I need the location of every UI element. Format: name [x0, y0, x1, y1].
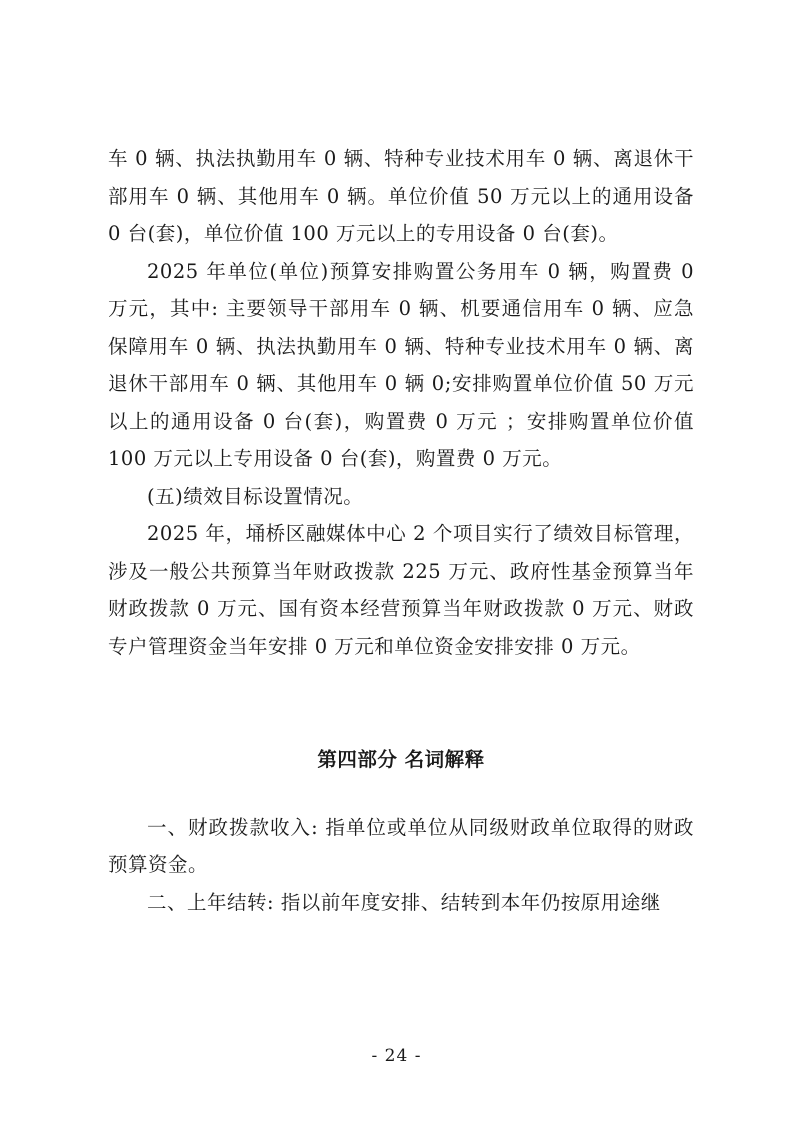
- section-title: 第四部分 名词解释: [317, 748, 485, 771]
- page-number: - 24 -: [371, 1046, 422, 1066]
- paragraph-purchase-budget-2025: 2025 年单位(单位)预算安排购置公务用车 0 辆，购置费 0 万元，其中: 主要领导干部用车 0 辆、机要通信用车 0 辆、应急保障用车 0 辆、执法执勤用车 0 辆、特种专业技术用车 0 辆、离退休干部用车 0 辆、其他用车 0 辆 0;安排购置单位价值 50 万元以上的通用设备 0 台(套)，购置费 0 万元 ；安排购置单位价值 100 万元以上专用设备 0 台(套)，购置费 0 万元。: [108, 259, 694, 470]
- paragraph-performance-heading: (五)绩效目标设置情况。: [147, 484, 364, 508]
- paragraph-term-prior-year-carryover: 二、上年结转: 指以前年度安排、结转到本年仍按原用途继: [147, 890, 661, 914]
- document-page: [108, 140, 694, 921]
- paragraph-vehicle-continuation: 车 0 辆、执法执勤用车 0 辆、特种专业技术用车 0 辆、离退休干部用车 0 辆、其他用车 0 辆。单位价值 50 万元以上的通用设备 0 台(套)，单位价值 100 万元以上的专用设备 0 台(套)。: [108, 147, 694, 245]
- section-title-spacer: [108, 779, 694, 809]
- paragraph-term-fiscal-appropriation: 一、财政拨款收入: 指单位或单位从同级财政单位取得的财政预算资金。: [108, 815, 694, 876]
- paragraph-performance-2025: 2025 年，埇桥区融媒体中心 2 个项目实行了绩效目标管理，涉及一般公共预算当年财政拨款 225 万元、政府性基金预算当年财政拨款 0 万元、国有资本经营预算当年财政拨款 0 万元、财政专户管理资金当年安排 0 万元和单位资金安排安排 0 万元。: [108, 522, 694, 658]
- section-spacer: [108, 665, 694, 741]
